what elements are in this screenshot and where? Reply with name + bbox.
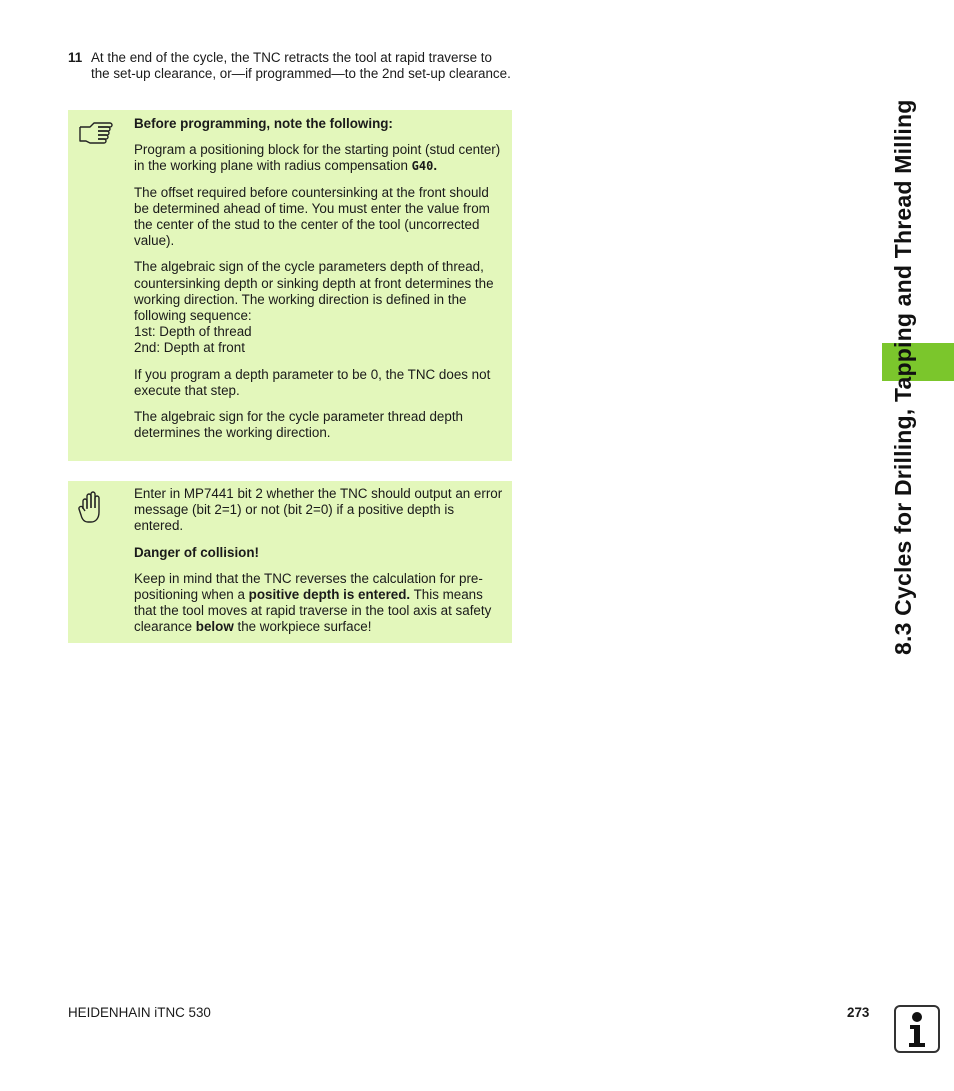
page-number: 273 (847, 1005, 870, 1020)
note-paragraph: The algebraic sign for the cycle parameter thread depth determines the working direction. (134, 409, 463, 441)
pointing-hand-icon (78, 118, 114, 150)
note-before-programming (68, 110, 512, 461)
danger-heading: Danger of collision! (134, 544, 259, 560)
footer-product: HEIDENHAIN iTNC 530 (68, 1005, 211, 1020)
note-paragraph: Enter in MP7441 bit 2 whether the TNC should output an error message (bit 2=1) or not (bit 2=0) if a positive depth is entered. (134, 486, 503, 534)
note-body (134, 116, 504, 451)
note-paragraph: Program a positioning block for the starting point (stud center) in the working plane with radius compensation G40. (134, 142, 501, 174)
step-text: At the end of the cycle, the TNC retracts the tool at rapid traverse to the set-up clearance, or—if programmed—to the 2nd set-up clearance. (91, 50, 511, 82)
note-paragraph: If you program a depth parameter to be 0, the TNC does not execute that step. (134, 366, 491, 398)
note-paragraph: The algebraic sign of the cycle parameters depth of thread, countersinking depth or sinking depth at front determines the working direction. The working direction is defined in the following sequence: 1st: Depth of thread 2nd: Depth at front (134, 259, 494, 356)
raised-hand-warning-icon (78, 491, 104, 531)
step-11 (68, 50, 513, 82)
code-g40: G40 (411, 159, 434, 174)
step-number: 11 (68, 50, 83, 65)
note-paragraph: The offset required before countersinking at the front should be determined ahead of time. You must enter the value from the center of the stud to the center of the tool (uncorrected value). (134, 184, 490, 249)
info-icon[interactable] (894, 1005, 940, 1053)
note-paragraph: Keep in mind that the TNC reverses the calculation for pre-positioning when a positive depth is entered. This means that the tool moves at rapid traverse in the tool axis at safety clearance below the workpiece surface! (134, 570, 492, 635)
note-body (134, 486, 504, 646)
note-collision-warning (68, 481, 512, 643)
chapter-side-title: 8.3 Cycles for Drilling, Tapping and Thread Milling (890, 99, 916, 655)
note-heading: Before programming, note the following: (134, 116, 393, 131)
